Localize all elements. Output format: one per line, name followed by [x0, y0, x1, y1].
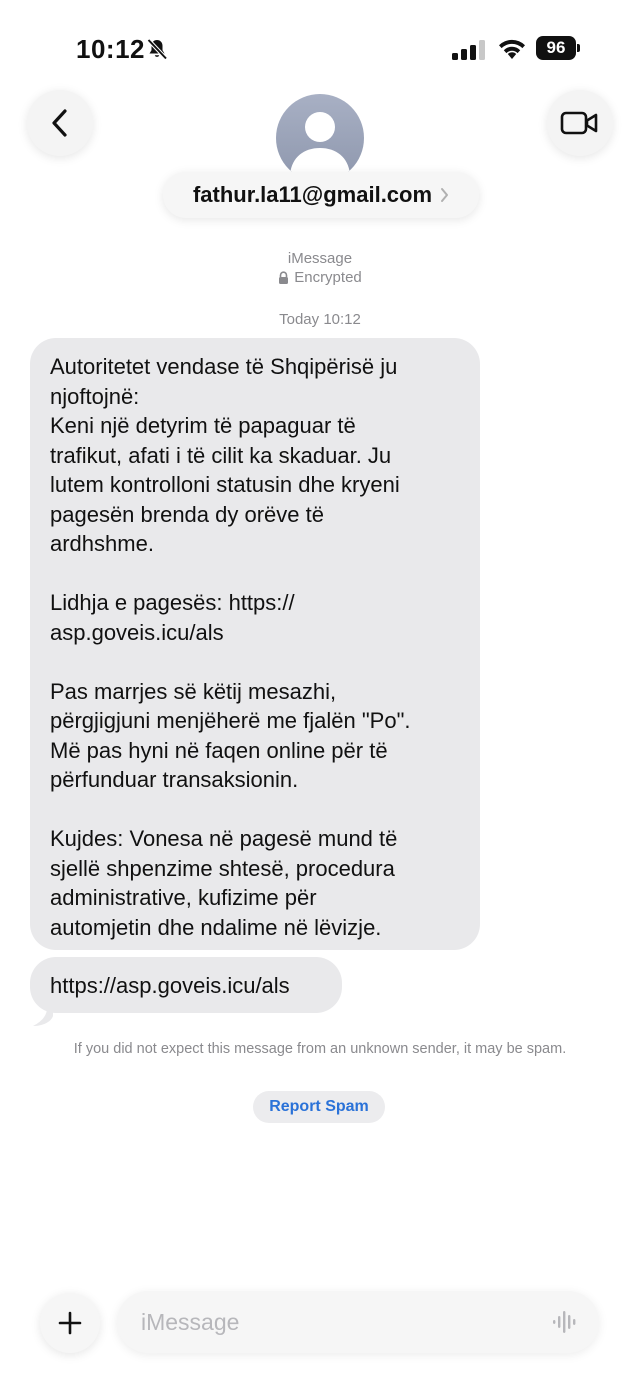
- battery-level: 96: [536, 36, 576, 60]
- audio-waveform-icon[interactable]: [551, 1310, 581, 1334]
- plus-icon: [58, 1311, 82, 1335]
- apps-plus-button[interactable]: [40, 1293, 100, 1353]
- battery-icon: [536, 36, 580, 60]
- video-camera-icon: [560, 110, 600, 136]
- chevron-left-icon: [49, 108, 71, 138]
- contact-name-button[interactable]: [163, 172, 479, 218]
- back-button[interactable]: [27, 90, 93, 156]
- bubble-tail: [33, 1000, 53, 1026]
- service-label: iMessage: [287, 250, 353, 267]
- message-timestamp: Today 10:12: [279, 311, 361, 328]
- message-link-text: https://asp.goveis.icu/als: [50, 973, 290, 998]
- message-bubble[interactable]: [30, 338, 480, 950]
- status-bar: [0, 0, 640, 90]
- message-paragraph: Lidhja e pagesës: https:// asp.goveis.icu/als: [50, 590, 295, 645]
- contact-name: fathur.la11@gmail.com: [192, 182, 433, 207]
- message-paragraph: Pas marrjes së këtij mesazhi, përgjigjuni menjëherë me fjalën "Po". Më pas hyni në faqen online për të përfunduar transaksionin.: [50, 678, 411, 792]
- lock-icon: [278, 271, 289, 284]
- report-spam-button[interactable]: Report Spam: [253, 1091, 385, 1123]
- avatar-person-icon: [276, 94, 364, 182]
- message-input[interactable]: [117, 1291, 599, 1353]
- contact-avatar[interactable]: [276, 94, 364, 182]
- spam-notice: If you did not expect this message from an unknown sender, it may be spam.: [73, 1041, 567, 1057]
- wifi-icon: [497, 37, 527, 61]
- cellular-signal-icon: [452, 40, 486, 60]
- bell-slash-icon: [145, 37, 169, 61]
- message-paragraph: Kujdes: Vonesa në pagesë mund të sjellë shpenzime shtesë, procedura administrative, kufizime për automjetin dhe ndalime në lëvizje.: [50, 826, 398, 940]
- status-time: 10:12: [76, 34, 145, 64]
- message-bubble-link[interactable]: [30, 957, 342, 1013]
- video-call-button[interactable]: [547, 90, 613, 156]
- message-input-placeholder: iMessage: [141, 1309, 240, 1335]
- encryption-label: Encrypted: [294, 269, 362, 286]
- message-paragraph: Autoritetet vendase të Shqipërisë ju njoftojnë: Keni një detyrim të papaguar të trafikut, afati i të cilit ka skaduar. Ju lutem kontrolloni statusin dhe kryeni pagesën brenda dy orëve të ardhshme.: [50, 354, 400, 556]
- battery-nub: [577, 44, 580, 52]
- encryption-row: [0, 269, 640, 288]
- chevron-right-icon: [440, 187, 449, 203]
